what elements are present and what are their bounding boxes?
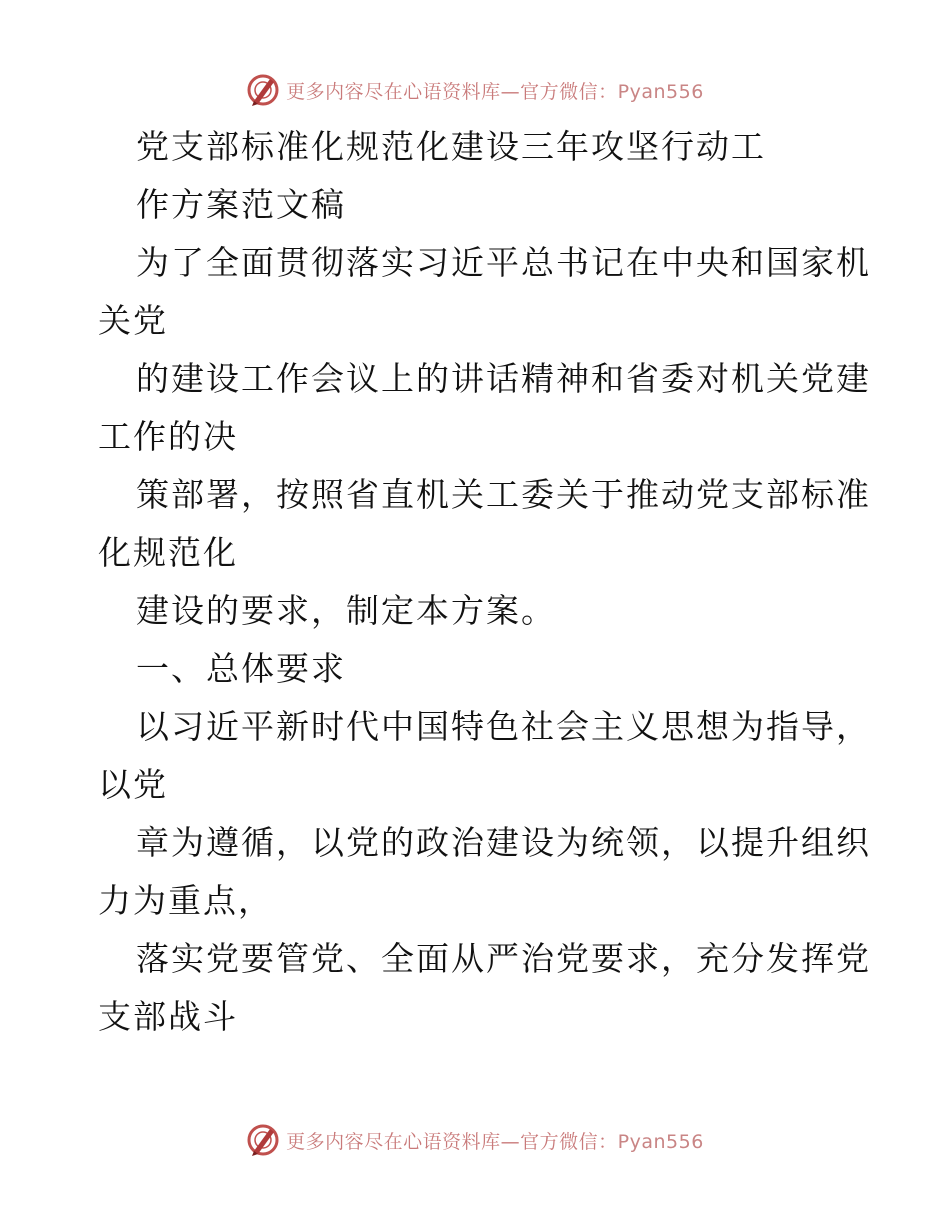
paragraph-line: 以习近平新时代中国特色社会主义思想为指导，: [136, 707, 871, 746]
document-title-line: 党支部标准化规范化建设三年攻坚行动工: [136, 127, 766, 166]
paragraph-line: 力为重点，: [98, 881, 273, 920]
paragraph-line: 支部战斗: [98, 997, 238, 1036]
paragraph-line: 的建设工作会议上的讲话精神和省委对机关党建: [136, 359, 871, 398]
paragraph-line: 策部署，按照省直机关工委关于推动党支部标准: [136, 475, 871, 514]
footer-watermark: [0, 1120, 950, 1160]
paragraph-line: 落实党要管党、全面从严治党要求，充分发挥党: [136, 939, 871, 978]
pen-logo-icon: [246, 73, 280, 107]
header-watermark: [0, 70, 950, 110]
paragraph-line: 建设的要求，制定本方案。: [136, 591, 556, 630]
paragraph-line: 关党: [98, 301, 168, 340]
paragraph-line: 为了全面贯彻落实习近平总书记在中央和国家机: [136, 243, 871, 282]
watermark-text: 更多内容尽在心语资料库—官方微信：Pyan556: [286, 1130, 704, 1153]
paragraph-line: 化规范化: [98, 533, 238, 572]
wechat-id: Pyan556: [617, 1130, 704, 1153]
wechat-id: Pyan556: [617, 80, 704, 103]
paragraph-line: 工作的决: [98, 417, 238, 456]
document-title-line: 作方案范文稿: [136, 185, 346, 224]
document-body: [98, 118, 871, 1046]
section-heading: 一、总体要求: [136, 649, 346, 688]
paragraph-line: 章为遵循，以党的政治建设为统领，以提升组织: [136, 823, 871, 862]
paragraph-line: 以党: [98, 765, 168, 804]
watermark-text: 更多内容尽在心语资料库—官方微信：Pyan556: [286, 80, 704, 103]
pen-logo-icon: [246, 1123, 280, 1157]
